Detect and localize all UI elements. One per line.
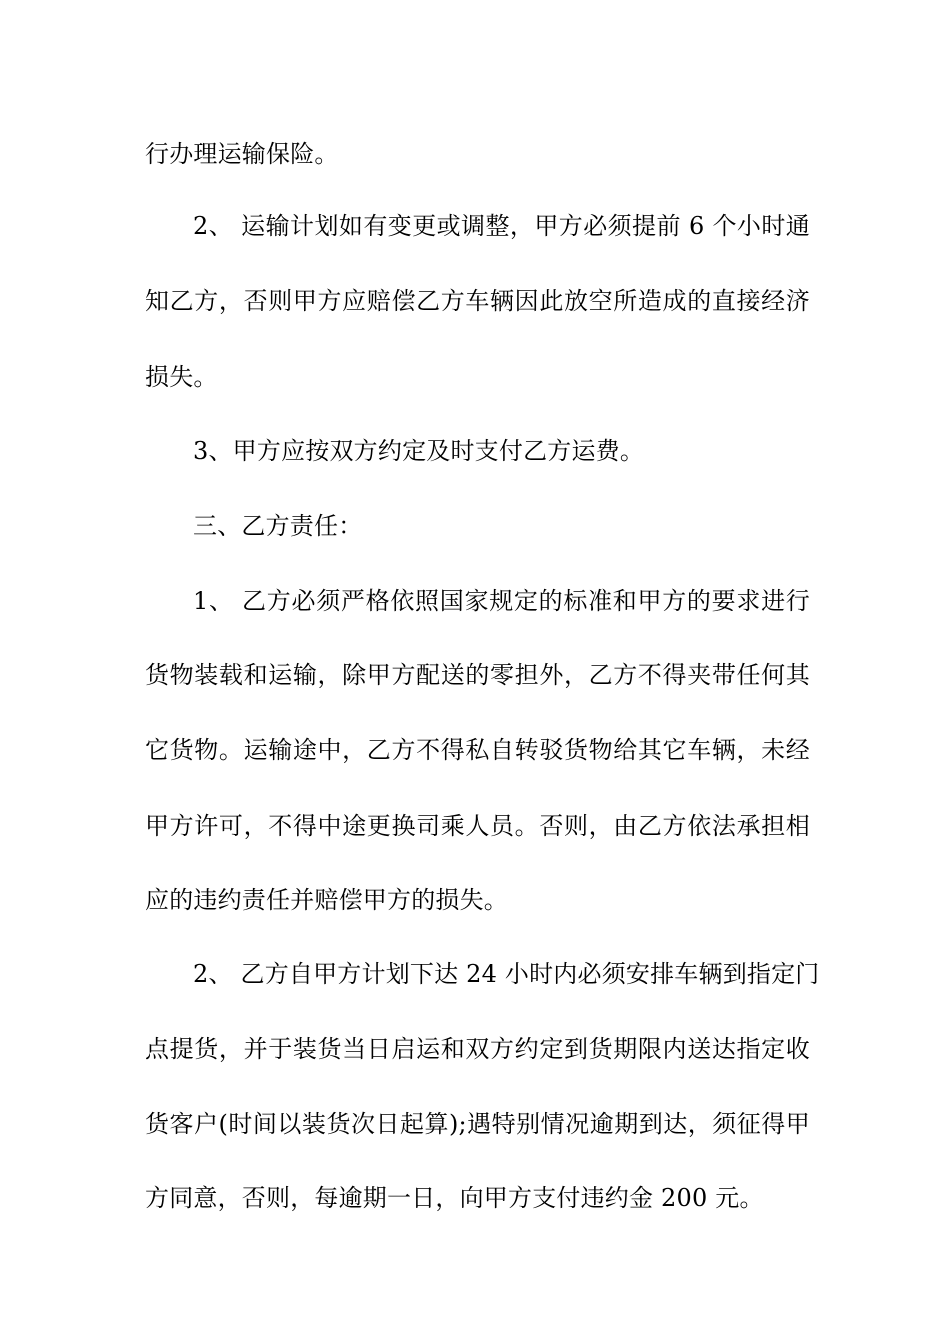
section-heading: 三、乙方责任： (193, 512, 363, 540)
text-line-5: 3、甲方应按双方约定及时支付乙方运费。 (193, 437, 645, 465)
text-line-14: 货客户(时间以装货次日起算);遇特别情况逾期到达，须征得甲 (145, 1110, 810, 1138)
text-line-15: 方同意，否则，每逾期一日，向甲方支付违约金 200 元。 (145, 1184, 764, 1212)
text-line-7: 1、 乙方必须严格依照国家规定的标准和甲方的要求进行 (193, 587, 810, 615)
text-line-9: 它货物。运输途中，乙方不得私自转驳货物给其它车辆，未经 (145, 736, 810, 764)
text-line-13: 点提货，并于装货当日启运和双方约定到货期限内送达指定收 (145, 1035, 810, 1063)
text-line-11: 应的违约责任并赔偿甲方的损失。 (145, 886, 508, 914)
text-line-10: 甲方许可，不得中途更换司乘人员。否则，由乙方依法承担相 (145, 812, 810, 840)
text-line-2: 2、 运输计划如有变更或调整，甲方必须提前 6 个小时通 (193, 212, 810, 240)
text-line-8: 货物装载和运输，除甲方配送的零担外，乙方不得夹带任何其 (145, 661, 810, 689)
text-line-4: 损失。 (145, 363, 218, 391)
text-line-1: 行办理运输保险。 (145, 140, 339, 168)
text-line-12: 2、 乙方自甲方计划下达 24 小时内必须安排车辆到指定门 (193, 960, 820, 988)
text-line-3: 知乙方，否则甲方应赔偿乙方车辆因此放空所造成的直接经济 (145, 287, 810, 315)
